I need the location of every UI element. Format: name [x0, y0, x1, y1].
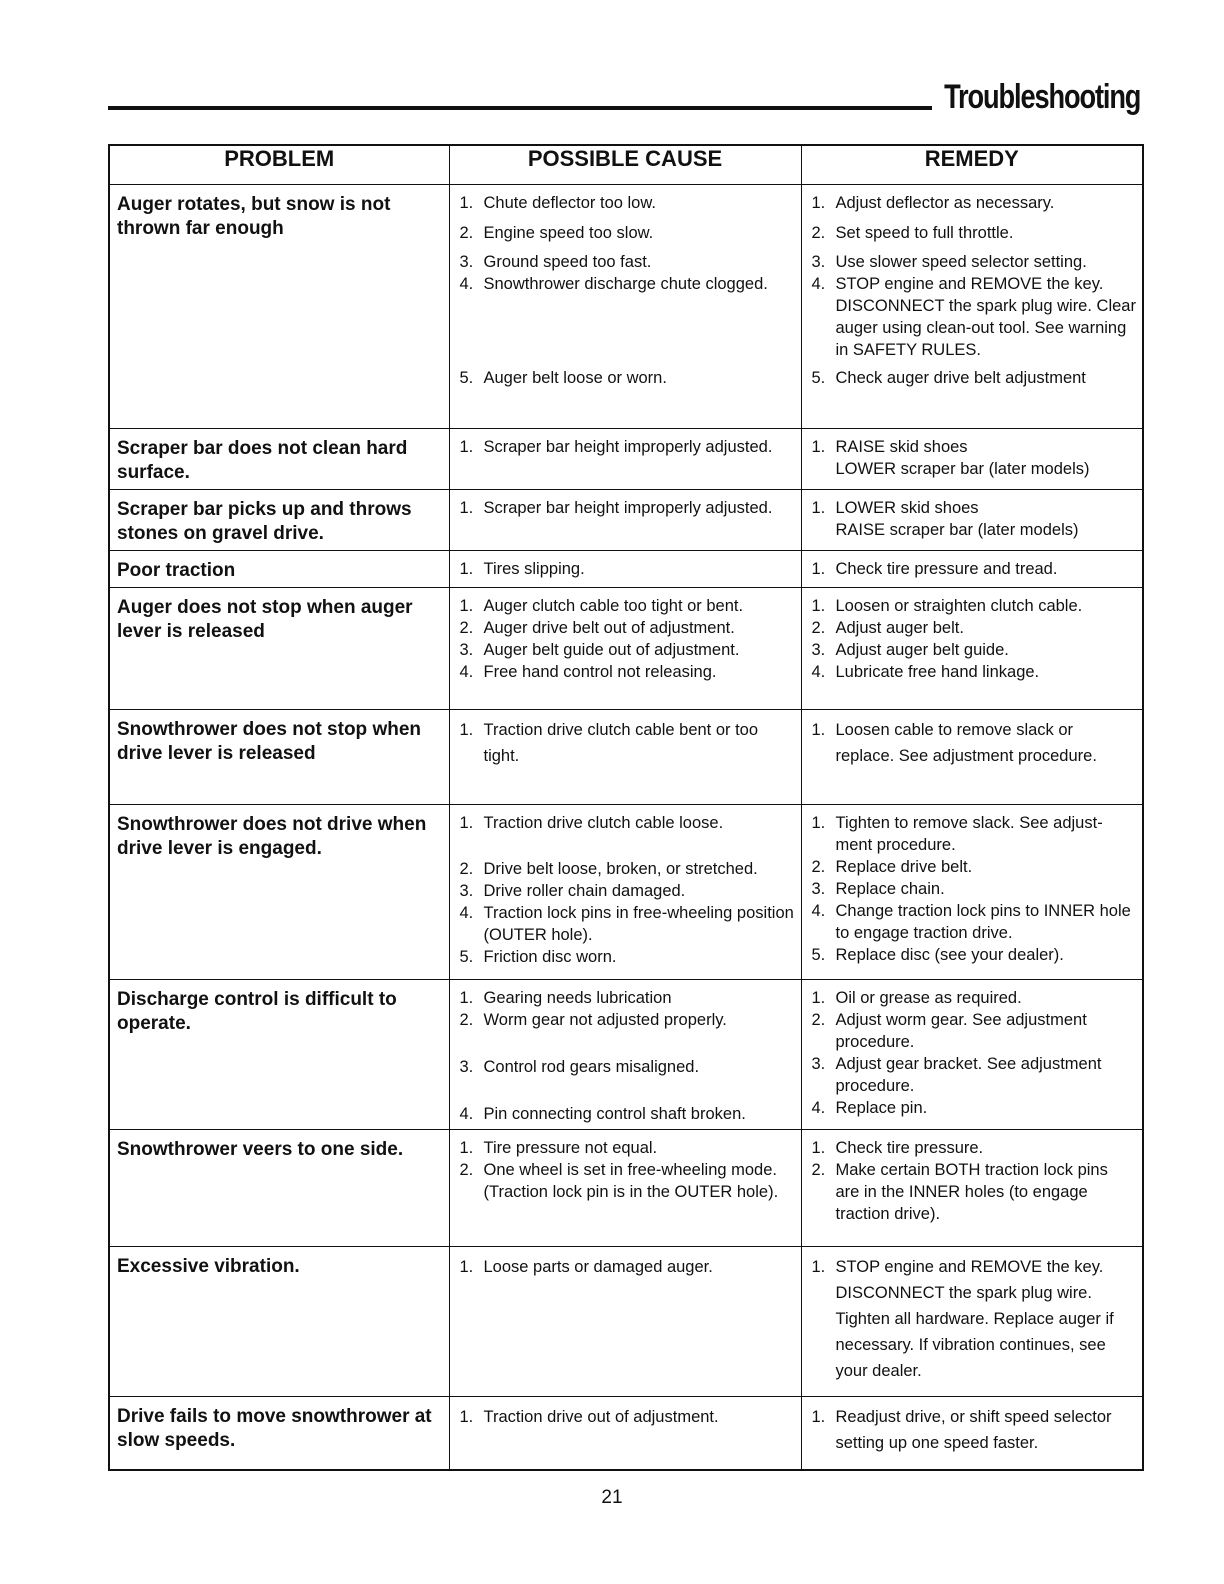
cause-item-text: One wheel is set in free-wheeling mode. (Traction lock pin is in the OUTER hole). [483, 1161, 779, 1201]
cause-item [460, 987, 795, 1009]
remedy-item-text: LOWER skid shoes RAISE scraper bar (later models) [835, 499, 1079, 539]
remedy-item [812, 222, 1137, 244]
cause-item-text: Chute deflector too low. [483, 194, 656, 212]
problem-cell: Scraper bar does not clean hard surface. [109, 429, 449, 490]
problem-cell: Poor traction [109, 551, 449, 588]
page-title: Troubleshooting [943, 78, 1140, 116]
remedy-item-number: 1. [811, 499, 826, 517]
cause-item-text: Scraper bar height improperly adjusted. [483, 438, 773, 456]
cause-item [460, 617, 795, 639]
problem-cell: Snowthrower does not drive when drive lever is engaged. [109, 805, 449, 980]
cause-cell [449, 710, 801, 805]
remedy-item-text: Check tire pressure. [835, 1139, 984, 1157]
remedy-item-number: 3. [811, 1055, 826, 1073]
remedy-cell [801, 1130, 1143, 1247]
cause-item-text: Traction drive out of adjustment. [483, 1408, 719, 1426]
remedy-item-number: 1. [811, 721, 826, 739]
cause-item [460, 812, 795, 834]
cause-item-number: 1. [459, 560, 474, 578]
remedy-item [812, 812, 1137, 856]
remedy-item-text: Lubricate free hand linkage. [835, 663, 1040, 681]
cause-item [460, 192, 795, 214]
remedy-item-text: STOP engine and REMOVE the key. DISCONNECT the spark plug wire. Tighten all hardware. Replace auger if necessary. If vibration continues, see your dealer. [835, 1258, 1114, 1380]
cause-item [460, 251, 795, 273]
remedy-item-text: Loosen cable to remove slack or replace. See adjustment procedure. [835, 721, 1097, 765]
table-row [109, 1130, 1143, 1247]
remedy-item-number: 1. [811, 560, 826, 578]
cause-item [460, 222, 795, 244]
cause-item-number: 1. [459, 1258, 474, 1276]
cause-item-text: Worm gear not adjusted properly. [483, 1011, 727, 1029]
table-row [109, 551, 1143, 588]
cause-item-text: Loose parts or damaged auger. [483, 1258, 713, 1276]
cause-item [460, 595, 795, 617]
remedy-item [812, 436, 1137, 480]
remedy-item-number: 1. [811, 1139, 826, 1157]
problem-cell: Auger does not stop when auger lever is released [109, 588, 449, 710]
cause-item [460, 273, 795, 295]
cause-item-text: Free hand control not releasing. [483, 663, 717, 681]
cause-cell [449, 1130, 801, 1247]
cause-item [460, 367, 795, 389]
remedy-item [812, 1254, 1137, 1384]
cause-cell [449, 429, 801, 490]
remedy-item-text: STOP engine and REMOVE the key. DISCONNECT the spark plug wire. Clear auger using clean-out tool. See warning in SAFETY RULES. [835, 275, 1136, 359]
remedy-item [812, 1159, 1137, 1225]
page-header [108, 78, 1142, 116]
remedy-cell [801, 1397, 1143, 1470]
remedy-item-text: Use slower speed selector setting. [835, 253, 1087, 271]
cause-item-text: Ground speed too fast. [483, 253, 652, 271]
cause-item-text: Auger clutch cable too tight or bent. [483, 597, 744, 615]
remedy-item-number: 2. [811, 1161, 826, 1179]
remedy-cell [801, 805, 1143, 980]
remedy-item [812, 639, 1137, 661]
remedy-item-number: 5. [811, 946, 826, 964]
remedy-item-text: Loosen or straighten clutch cable. [835, 597, 1083, 615]
problem-cell: Auger rotates, but snow is not thrown far enough [109, 185, 449, 429]
cause-item [460, 1009, 795, 1031]
cause-item [460, 1254, 795, 1280]
cause-item-number: 3. [459, 1058, 474, 1076]
remedy-item-number: 2. [811, 224, 826, 242]
cause-item [460, 1404, 795, 1430]
remedy-item-text: Check auger drive belt adjustment [835, 369, 1086, 387]
remedy-item [812, 1404, 1137, 1456]
cause-cell [449, 490, 801, 551]
page-number: 21 [601, 1487, 623, 1508]
remedy-item-text: Replace drive belt. [835, 858, 973, 876]
remedy-cell [801, 710, 1143, 805]
remedy-item-number: 1. [811, 1408, 826, 1426]
cause-cell [449, 588, 801, 710]
remedy-item [812, 497, 1137, 541]
remedy-item [812, 661, 1137, 683]
cause-item-number: 1. [459, 1408, 474, 1426]
cause-cell [449, 551, 801, 588]
column-header-possible-cause: POSSIBLE CAUSE [449, 145, 801, 185]
cause-item-number: 1. [459, 499, 474, 517]
remedy-item [812, 856, 1137, 878]
cause-item-text: Gearing needs lubrication [483, 989, 672, 1007]
cause-item-text: Traction drive clutch cable bent or too tight. [483, 721, 759, 765]
remedy-item-text: Check tire pressure and tread. [835, 560, 1058, 578]
remedy-item-number: 4. [811, 663, 826, 681]
cause-item [460, 1103, 795, 1125]
remedy-item-number: 1. [811, 597, 826, 615]
remedy-item-text: Replace chain. [835, 880, 945, 898]
cause-item [460, 858, 795, 880]
cause-item [460, 880, 795, 902]
cause-item-number: 1. [459, 814, 474, 832]
remedy-item [812, 595, 1137, 617]
table-row [109, 980, 1143, 1130]
cause-item-number: 1. [459, 721, 474, 739]
cause-item-text: Drive roller chain damaged. [483, 882, 686, 900]
remedy-item [812, 987, 1137, 1009]
remedy-item-number: 1. [811, 814, 826, 832]
cause-item-text: Auger belt loose or worn. [483, 369, 667, 387]
remedy-cell [801, 185, 1143, 429]
cause-item-text: Traction lock pins in free-wheeling position (OUTER hole). [483, 904, 794, 944]
cause-cell [449, 1397, 801, 1470]
cause-item-number: 3. [459, 882, 474, 900]
cause-item [460, 902, 795, 946]
remedy-item [812, 367, 1137, 389]
remedy-item-text: Replace disc (see your dealer). [835, 946, 1064, 964]
remedy-item-text: Tighten to remove slack. See adjust-ment procedure. [835, 814, 1103, 854]
problem-cell: Discharge control is difficult to operate. [109, 980, 449, 1130]
remedy-item-text: Change traction lock pins to INNER hole to engage traction drive. [835, 902, 1131, 942]
cause-item-number: 1. [459, 194, 474, 212]
cause-item [460, 661, 795, 683]
remedy-item [812, 1097, 1137, 1119]
table-row [109, 1397, 1143, 1470]
cause-item-text: Engine speed too slow. [483, 224, 654, 242]
remedy-item-number: 3. [811, 880, 826, 898]
cause-item-number: 4. [459, 275, 474, 293]
remedy-item [812, 558, 1137, 580]
remedy-cell [801, 551, 1143, 588]
remedy-item-number: 2. [811, 858, 826, 876]
remedy-item [812, 251, 1137, 273]
remedy-item-number: 4. [811, 1099, 826, 1117]
table-row [109, 710, 1143, 805]
problem-cell: Snowthrower does not stop when drive lever is released [109, 710, 449, 805]
remedy-item-number: 1. [811, 438, 826, 456]
cause-cell [449, 805, 801, 980]
remedy-cell [801, 429, 1143, 490]
remedy-cell [801, 1247, 1143, 1397]
remedy-item-number: 3. [811, 641, 826, 659]
cause-item-number: 2. [459, 224, 474, 242]
cause-item [460, 1137, 795, 1159]
remedy-item-number: 1. [811, 989, 826, 1007]
cause-item-number: 1. [459, 438, 474, 456]
remedy-cell [801, 490, 1143, 551]
cause-item-text: Friction disc worn. [483, 948, 617, 966]
cause-item [460, 436, 795, 458]
remedy-item-text: RAISE skid shoes LOWER scraper bar (later models) [835, 438, 1090, 478]
cause-item-text: Tire pressure not equal. [483, 1139, 658, 1157]
remedy-item [812, 878, 1137, 900]
remedy-item [812, 617, 1137, 639]
cause-item-text: Snowthrower discharge chute clogged. [483, 275, 768, 293]
cause-item-number: 1. [459, 1139, 474, 1157]
cause-item-number: 4. [459, 1105, 474, 1123]
table-row [109, 588, 1143, 710]
cause-item-text: Pin connecting control shaft broken. [483, 1105, 746, 1123]
cause-item-text: Auger drive belt out of adjustment. [483, 619, 735, 637]
cause-item-text: Scraper bar height improperly adjusted. [483, 499, 773, 517]
cause-item [460, 558, 795, 580]
remedy-item [812, 1009, 1137, 1053]
remedy-item-text: Adjust auger belt. [835, 619, 964, 637]
cause-item-number: 2. [459, 619, 474, 637]
remedy-item [812, 273, 1137, 361]
remedy-item-text: Adjust worm gear. See adjustment procedure. [835, 1011, 1087, 1051]
remedy-item [812, 900, 1137, 944]
cause-item-text: Control rod gears misaligned. [483, 1058, 700, 1076]
cause-item-text: Auger belt guide out of adjustment. [483, 641, 740, 659]
cause-item [460, 946, 795, 968]
remedy-item-text: Adjust deflector as necessary. [835, 194, 1055, 212]
cause-item-text: Drive belt loose, broken, or stretched. [483, 860, 758, 878]
remedy-item-number: 2. [811, 619, 826, 637]
remedy-cell [801, 588, 1143, 710]
cause-item-number: 1. [459, 989, 474, 1007]
cause-item-text: Traction drive clutch cable loose. [483, 814, 724, 832]
remedy-item-text: Make certain BOTH traction lock pins are in the INNER holes (to engage traction drive). [835, 1161, 1108, 1223]
remedy-item-text: Adjust auger belt guide. [835, 641, 1009, 659]
column-header-remedy: REMEDY [801, 145, 1143, 185]
cause-item [460, 717, 795, 769]
problem-cell: Snowthrower veers to one side. [109, 1130, 449, 1247]
remedy-item-number: 2. [811, 1011, 826, 1029]
cause-item-number: 3. [459, 253, 474, 271]
problem-cell: Excessive vibration. [109, 1247, 449, 1397]
table-row [109, 805, 1143, 980]
cause-cell [449, 185, 801, 429]
remedy-item [812, 944, 1137, 966]
cause-cell [449, 1247, 801, 1397]
table-row [109, 429, 1143, 490]
table-header-row [109, 145, 1143, 185]
remedy-item-number: 1. [811, 194, 826, 212]
problem-cell: Scraper bar picks up and throws stones on gravel drive. [109, 490, 449, 551]
remedy-item-number: 1. [811, 1258, 826, 1276]
cause-item-number: 5. [459, 948, 474, 966]
cause-item [460, 497, 795, 519]
cause-item-number: 1. [459, 597, 474, 615]
remedy-item-text: Oil or grease as required. [835, 989, 1022, 1007]
problem-cell: Drive fails to move snowthrower at slow speeds. [109, 1397, 449, 1470]
table-row [109, 185, 1143, 429]
table-row [109, 490, 1143, 551]
remedy-item-number: 3. [811, 253, 826, 271]
troubleshooting-table [108, 144, 1144, 1471]
remedy-item-text: Set speed to full throttle. [835, 224, 1014, 242]
column-header-problem: PROBLEM [109, 145, 449, 185]
cause-item [460, 1056, 795, 1078]
remedy-item-text: Readjust drive, or shift speed selector setting up one speed faster. [835, 1408, 1112, 1452]
cause-item-number: 5. [459, 369, 474, 387]
remedy-item [812, 1053, 1137, 1097]
cause-item-number: 2. [459, 1011, 474, 1029]
cause-item-text: Tires slipping. [483, 560, 585, 578]
cause-item [460, 1159, 795, 1203]
cause-item-number: 4. [459, 904, 474, 922]
header-rule [108, 106, 932, 110]
cause-item-number: 3. [459, 641, 474, 659]
remedy-item [812, 717, 1137, 769]
remedy-item [812, 1137, 1137, 1159]
cause-cell [449, 980, 801, 1130]
cause-item-number: 2. [459, 1161, 474, 1179]
remedy-cell [801, 980, 1143, 1130]
remedy-item-number: 4. [811, 275, 826, 293]
remedy-item [812, 192, 1137, 214]
cause-item [460, 639, 795, 661]
remedy-item-number: 4. [811, 902, 826, 920]
remedy-item-number: 5. [811, 369, 826, 387]
cause-item-number: 2. [459, 860, 474, 878]
cause-item-number: 4. [459, 663, 474, 681]
remedy-item-text: Replace pin. [835, 1099, 928, 1117]
table-row [109, 1247, 1143, 1397]
remedy-item-text: Adjust gear bracket. See adjustment procedure. [835, 1055, 1102, 1095]
